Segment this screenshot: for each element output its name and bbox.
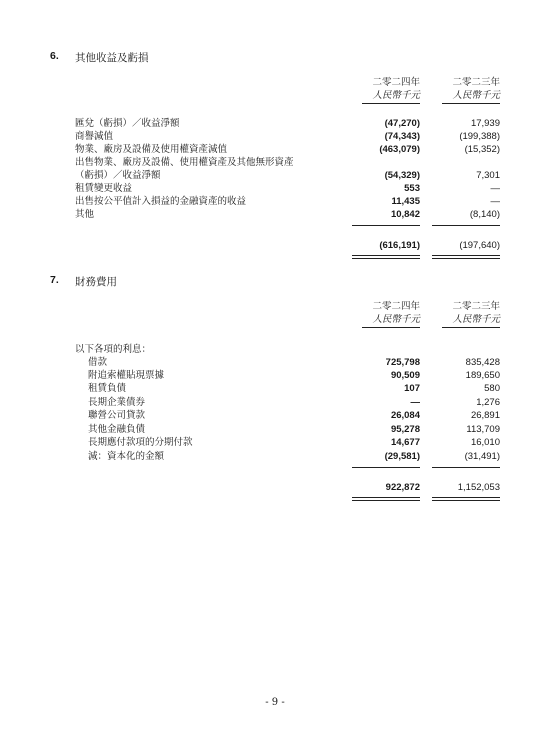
value-2024: 11,435	[391, 196, 420, 207]
row-label: 其他	[75, 209, 95, 220]
value-2023: (8,140)	[469, 209, 500, 220]
page-number: - 9 -	[265, 697, 285, 708]
column-unit-2024: 人民幣千元	[372, 314, 420, 325]
column-unit-2023: 人民幣千元	[452, 90, 500, 101]
value-2024: 95,278	[390, 424, 420, 435]
row-label: 長期企業債券	[88, 397, 146, 408]
intro-label: 以下各項的利息：	[75, 344, 152, 355]
subtotal-rule	[352, 225, 420, 226]
header-rule	[362, 103, 420, 104]
value-2023: —	[490, 183, 500, 194]
row-label: 租賃負債	[88, 383, 127, 394]
row-label: 聯營公司貸款	[88, 410, 146, 421]
value-2024: 26,084	[390, 410, 420, 421]
value-2024: —	[410, 397, 420, 408]
value-2023: 1,276	[476, 397, 500, 408]
section-number: 7.	[50, 274, 59, 286]
column-year-2024: 二零二四年	[372, 77, 420, 88]
value-2024: 553	[404, 183, 420, 194]
value-2023: 113,709	[466, 424, 500, 435]
column-year-2023: 二零二三年	[452, 77, 500, 88]
row-label: 附追索權貼現票據	[88, 370, 165, 381]
column-year-2023: 二零二三年	[452, 301, 500, 312]
value-2023: (31,491)	[464, 451, 500, 462]
value-2023: 835,428	[465, 357, 500, 368]
total-2023: (197,640)	[459, 240, 500, 251]
column-unit-2024: 人民幣千元	[372, 90, 420, 101]
value-2023: 580	[484, 383, 500, 394]
section-title: 其他收益及虧損	[75, 52, 149, 64]
row-label: 租賃變更收益	[75, 183, 133, 194]
row-label: 其他金融負債	[88, 424, 146, 435]
column-header-2023	[442, 76, 500, 104]
value-2024: 107	[404, 383, 420, 394]
value-2024: 10,842	[390, 209, 420, 220]
value-2023: 7,301	[476, 170, 500, 181]
row-label: 出售物業、廠房及設備、使用權資產及其他無形資產	[75, 157, 294, 168]
value-2024: 725,798	[385, 357, 420, 368]
row-label: 出售按公平值計入損益的金融資產的收益	[75, 196, 247, 207]
value-2023: —	[490, 196, 500, 207]
total-2024: (616,191)	[379, 240, 420, 251]
header-rule	[442, 327, 500, 328]
column-unit-2023: 人民幣千元	[452, 314, 500, 325]
subtotal-rule	[432, 225, 500, 226]
subtotal-rule	[352, 467, 420, 468]
value-2023: (15,352)	[464, 144, 500, 155]
total-2024: 922,872	[385, 482, 420, 493]
value-2023: (199,388)	[459, 131, 500, 142]
row-label: 商譽減值	[75, 131, 114, 142]
value-2024: 14,677	[390, 437, 420, 448]
column-header-2024	[362, 300, 420, 328]
column-header-2023	[442, 300, 500, 328]
value-2024: (47,270)	[384, 118, 420, 129]
total-double-rule	[352, 255, 420, 259]
header-rule	[442, 103, 500, 104]
column-header-2024	[362, 76, 420, 104]
value-2023: 26,891	[470, 410, 500, 421]
row-label: 匯兌（虧損）／收益淨額	[75, 118, 180, 129]
total-double-rule	[352, 497, 420, 501]
value-2023: 16,010	[470, 437, 500, 448]
row-label: （虧損）／收益淨額	[75, 170, 161, 181]
value-2023: 17,939	[470, 118, 500, 129]
total-2023: 1,152,053	[457, 482, 500, 493]
row-label: 物業、廠房及設備及使用權資產減值	[75, 144, 228, 155]
value-2024: (54,329)	[384, 170, 420, 181]
section-number: 6.	[50, 50, 59, 62]
value-2024: (74,343)	[384, 131, 420, 142]
value-2024: (463,079)	[379, 144, 420, 155]
value-2023: 189,650	[465, 370, 500, 381]
section-title: 財務費用	[75, 276, 117, 288]
row-label: 減：資本化的金額	[88, 451, 165, 462]
value-2024: 90,509	[390, 370, 420, 381]
total-double-rule	[432, 255, 500, 259]
value-2024: (29,581)	[384, 451, 420, 462]
row-label: 長期應付款項的分期付款	[88, 437, 193, 448]
column-year-2024: 二零二四年	[372, 301, 420, 312]
total-double-rule	[432, 497, 500, 501]
subtotal-rule	[432, 467, 500, 468]
header-rule	[362, 327, 420, 328]
row-label: 借款	[88, 357, 108, 368]
